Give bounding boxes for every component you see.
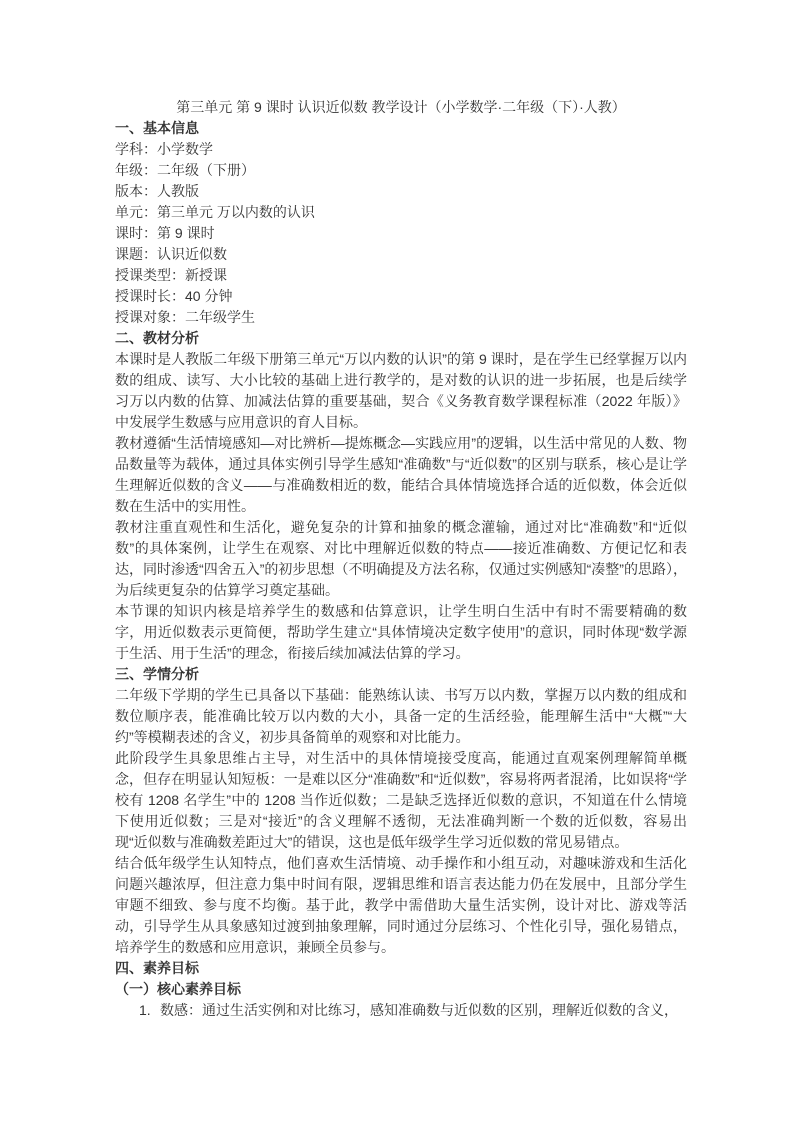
document-title: 第三单元 第 9 课时 认识近似数 教学设计（小学数学·二年级（下）·人教） xyxy=(176,99,626,115)
goal-list-item xyxy=(115,1000,687,1021)
info-line-unit: 单元：第三单元 万以内数的认识 xyxy=(115,204,315,220)
section-heading-goals: 四、素养目标 xyxy=(115,960,199,976)
info-line-topic: 课题：认识近似数 xyxy=(115,246,227,262)
material-analysis-paragraph: 教材注重直观性和生活化，避免复杂的计算和抽象的概念灌输，通过对比“准确数”和“近似数”的具体案例，让学生在观察、对比中理解近似数的特点——接近准确数、方便记忆和表达，同时渗透“四舍五入”的初步思想（不明确提及方法名称，仅通过实例感知“凑整”的思路），为后续更复杂的估算学习奠定基础。 xyxy=(115,519,687,598)
info-line-subject: 学科：小学数学 xyxy=(115,141,213,157)
learner-analysis-paragraph: 此阶段学生具象思维占主导，对生活中的具体情境接受度高，能通过直观案例理解简单概念，但存在明显认知短板：一是难以区分“准确数”和“近似数”，容易将两者混淆，比如误将“学校有 1208 名学生”中的 1208 当作近似数；二是缺乏选择近似数的意识，不知道在什么情境下使用近似数；三是对“接近”的含义理解不透彻，无法准确判断一个数的近似数，容易出现“近似数与准确数差距过大”的错误，这也是低年级学生学习近似数的常见易错点。 xyxy=(115,750,687,850)
info-line-lesson-number: 课时：第 9 课时 xyxy=(115,225,215,241)
section-heading-learner-analysis: 三、学情分析 xyxy=(115,666,199,682)
material-analysis-paragraph: 本课时是人教版二年级下册第三单元“万以内数的认识”的第 9 课时，是在学生已经掌握万以内数的组成、读写、大小比较的基础上进行教学的，是对数的认识的进一步拓展，也是后续学习万以内数的估算、加减法估算的重要基础，契合《义务教育数学课程标准（2022 年版）》中发展学生数感与应用意识的育人目标。 xyxy=(115,351,687,430)
material-analysis-paragraph: 本节课的知识内核是培养学生的数感和估算意识，让学生明白生活中有时不需要精确的数字，用近似数表示更简便，帮助学生建立“具体情境决定数字使用”的意识，同时体现“数学源于生活、用于生活”的理念，衔接后续加减法估算的学习。 xyxy=(115,603,687,661)
info-line-duration: 授课时长：40 分钟 xyxy=(115,288,233,304)
section-heading-material-analysis: 二、教材分析 xyxy=(115,330,199,346)
learner-analysis-paragraph: 结合低年级学生认知特点，他们喜欢生活情境、动手操作和小组互动，对趣味游戏和生活化问题兴趣浓厚，但注意力集中时间有限，逻辑思维和语言表达能力仍在发展中，且部分学生审题不细致、参与度不均衡。基于此，教学中需借助大量生活实例，设计对比、游戏等活动，引导学生从具象感知过渡到抽象理解，同时通过分层练习、个性化引导，强化易错点，培养学生的数感和应用意识，兼顾全员参与。 xyxy=(115,855,687,955)
goal-list-number: 1. xyxy=(139,1002,151,1018)
learner-analysis-paragraph: 二年级下学期的学生已具备以下基础：能熟练认读、书写万以内数，掌握万以内数的组成和数位顺序表，能准确比较万以内数的大小，具备一定的生活经验，能理解生活中“大概”“大约”等模糊表述的含义，初步具备简单的观察和对比能力。 xyxy=(115,687,687,745)
info-line-lesson-type: 授课类型：新授课 xyxy=(115,267,227,283)
info-line-edition: 版本：人教版 xyxy=(115,183,199,199)
goal-list-text: 数感：通过生活实例和对比练习，感知准确数与近似数的区别，理解近似数的含义， xyxy=(160,1002,678,1018)
material-analysis-paragraph: 教材遵循“生活情境感知—对比辨析—提炼概念—实践应用”的逻辑，以生活中常见的人数、物品数量等为载体，通过具体实例引导学生感知“准确数”与“近似数”的区别与联系，核心是让学生理解近似数的含义——与准确数相近的数，能结合具体情境选择合适的近似数，体会近似数在生活中的实用性。 xyxy=(115,435,687,514)
section-heading-basic-info: 一、基本信息 xyxy=(115,120,199,136)
subsection-heading-core-goals: （一）核心素养目标 xyxy=(115,981,241,997)
info-line-audience: 授课对象：二年级学生 xyxy=(115,309,255,325)
info-line-grade: 年级：二年级（下册） xyxy=(115,162,255,178)
